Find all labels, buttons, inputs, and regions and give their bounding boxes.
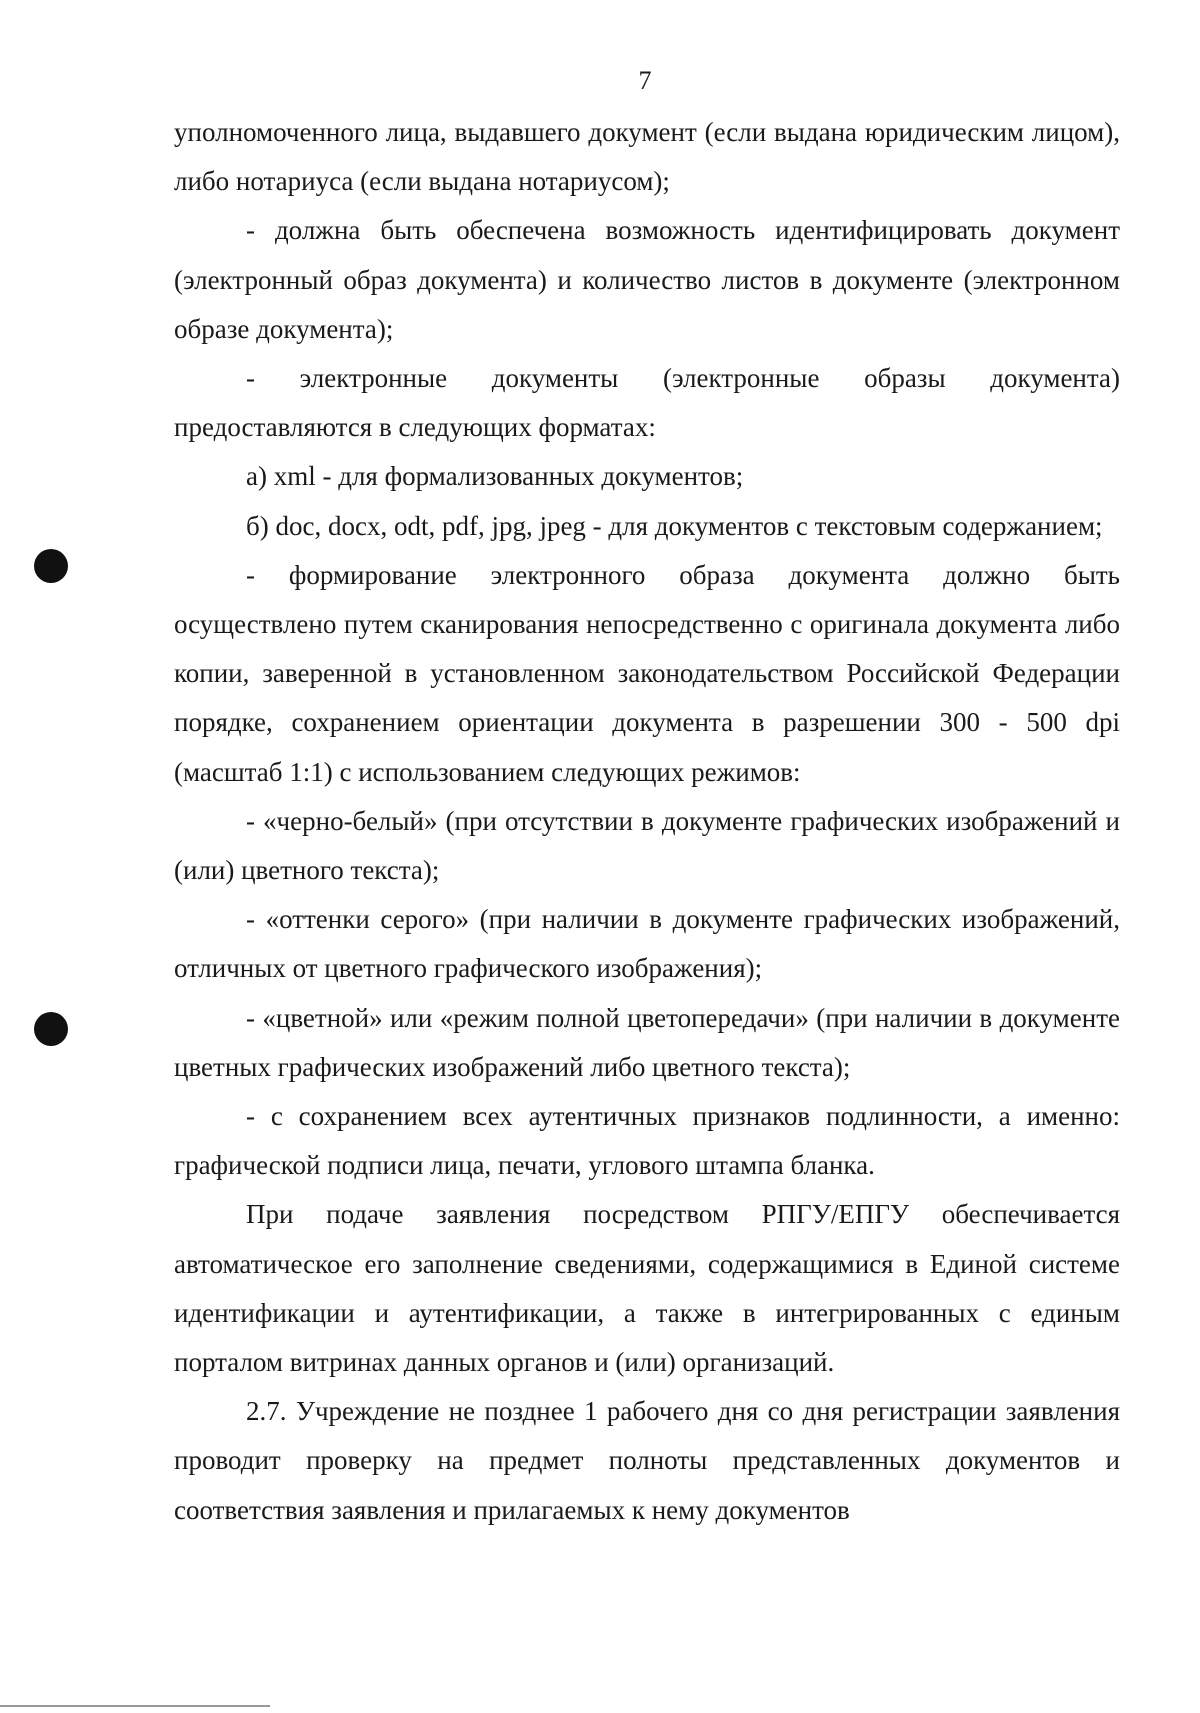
paragraph-mode-bw: - «черно-белый» (при отсутствии в документе графических изображений и (или) цветного текста); [174, 805, 1120, 886]
paragraph-mode-gray: - «оттенки серого» (при наличии в документе графических изображений, отличных от цветного графического изображения); [174, 904, 1120, 984]
paragraph-portal: При подаче заявления посредством РПГУ/ЕПГУ обеспечивается автоматическое его заполнение сведениями, содержащимися в Единой системе идентификации и аутентификации, а также в интегрированных с единым порталом витринах данных органов и (или) организаций. [174, 1199, 1120, 1378]
paragraph-formats-intro: - электронные документы (электронные образы документа) предоставляются в следующих форматах: [174, 363, 1120, 443]
paragraph-mode-color: - «цветной» или «режим полной цветопередачи» (при наличии в документе цветных графических изображений либо цветного текста); [174, 1002, 1120, 1082]
paragraph-section-2-7: 2.7. Учреждение не позднее 1 рабочего дня со дня регистрации заявления проводит проверку на предмет полноты представленных документов и соответствия заявления и прилагаемых к нему документов [174, 1396, 1120, 1525]
page-number: 7 [638, 66, 652, 95]
document-body [174, 108, 1120, 1535]
paragraph-identification: - должна быть обеспечена возможность идентифицировать документ (электронный образ документа) и количество листов в документе (электронном образе документа); [174, 215, 1120, 344]
scan-edge-line [0, 1705, 270, 1707]
paragraph-format-text: б) doc, docx, odt, pdf, jpg, jpeg - для документов с текстовым содержанием; [246, 510, 1103, 541]
paragraph-continuation: уполномоченного лица, выдавшего документ (если выдана юридическим лицом), либо нотариуса (если выдана нотариусом); [174, 117, 1120, 197]
punch-hole-bottom [34, 1012, 68, 1046]
paragraph-authenticity: - с сохранением всех аутентичных признаков подлинности, а именно: графической подписи лица, печати, углового штампа бланка. [174, 1101, 1120, 1181]
paragraph-scanning: - формирование электронного образа документа должно быть осуществлено путем сканирования непосредственно с оригинала документа либо копии, заверенной в установленном законодательством Российской Федерации порядке, сохранением ориентации документа в разрешении 300 - 500 dpi (масштаб 1:1) с использованием следующих режимов: [174, 559, 1120, 787]
paragraph-format-xml: а) xml - для формализованных документов; [246, 461, 744, 492]
punch-hole-top [34, 549, 68, 583]
